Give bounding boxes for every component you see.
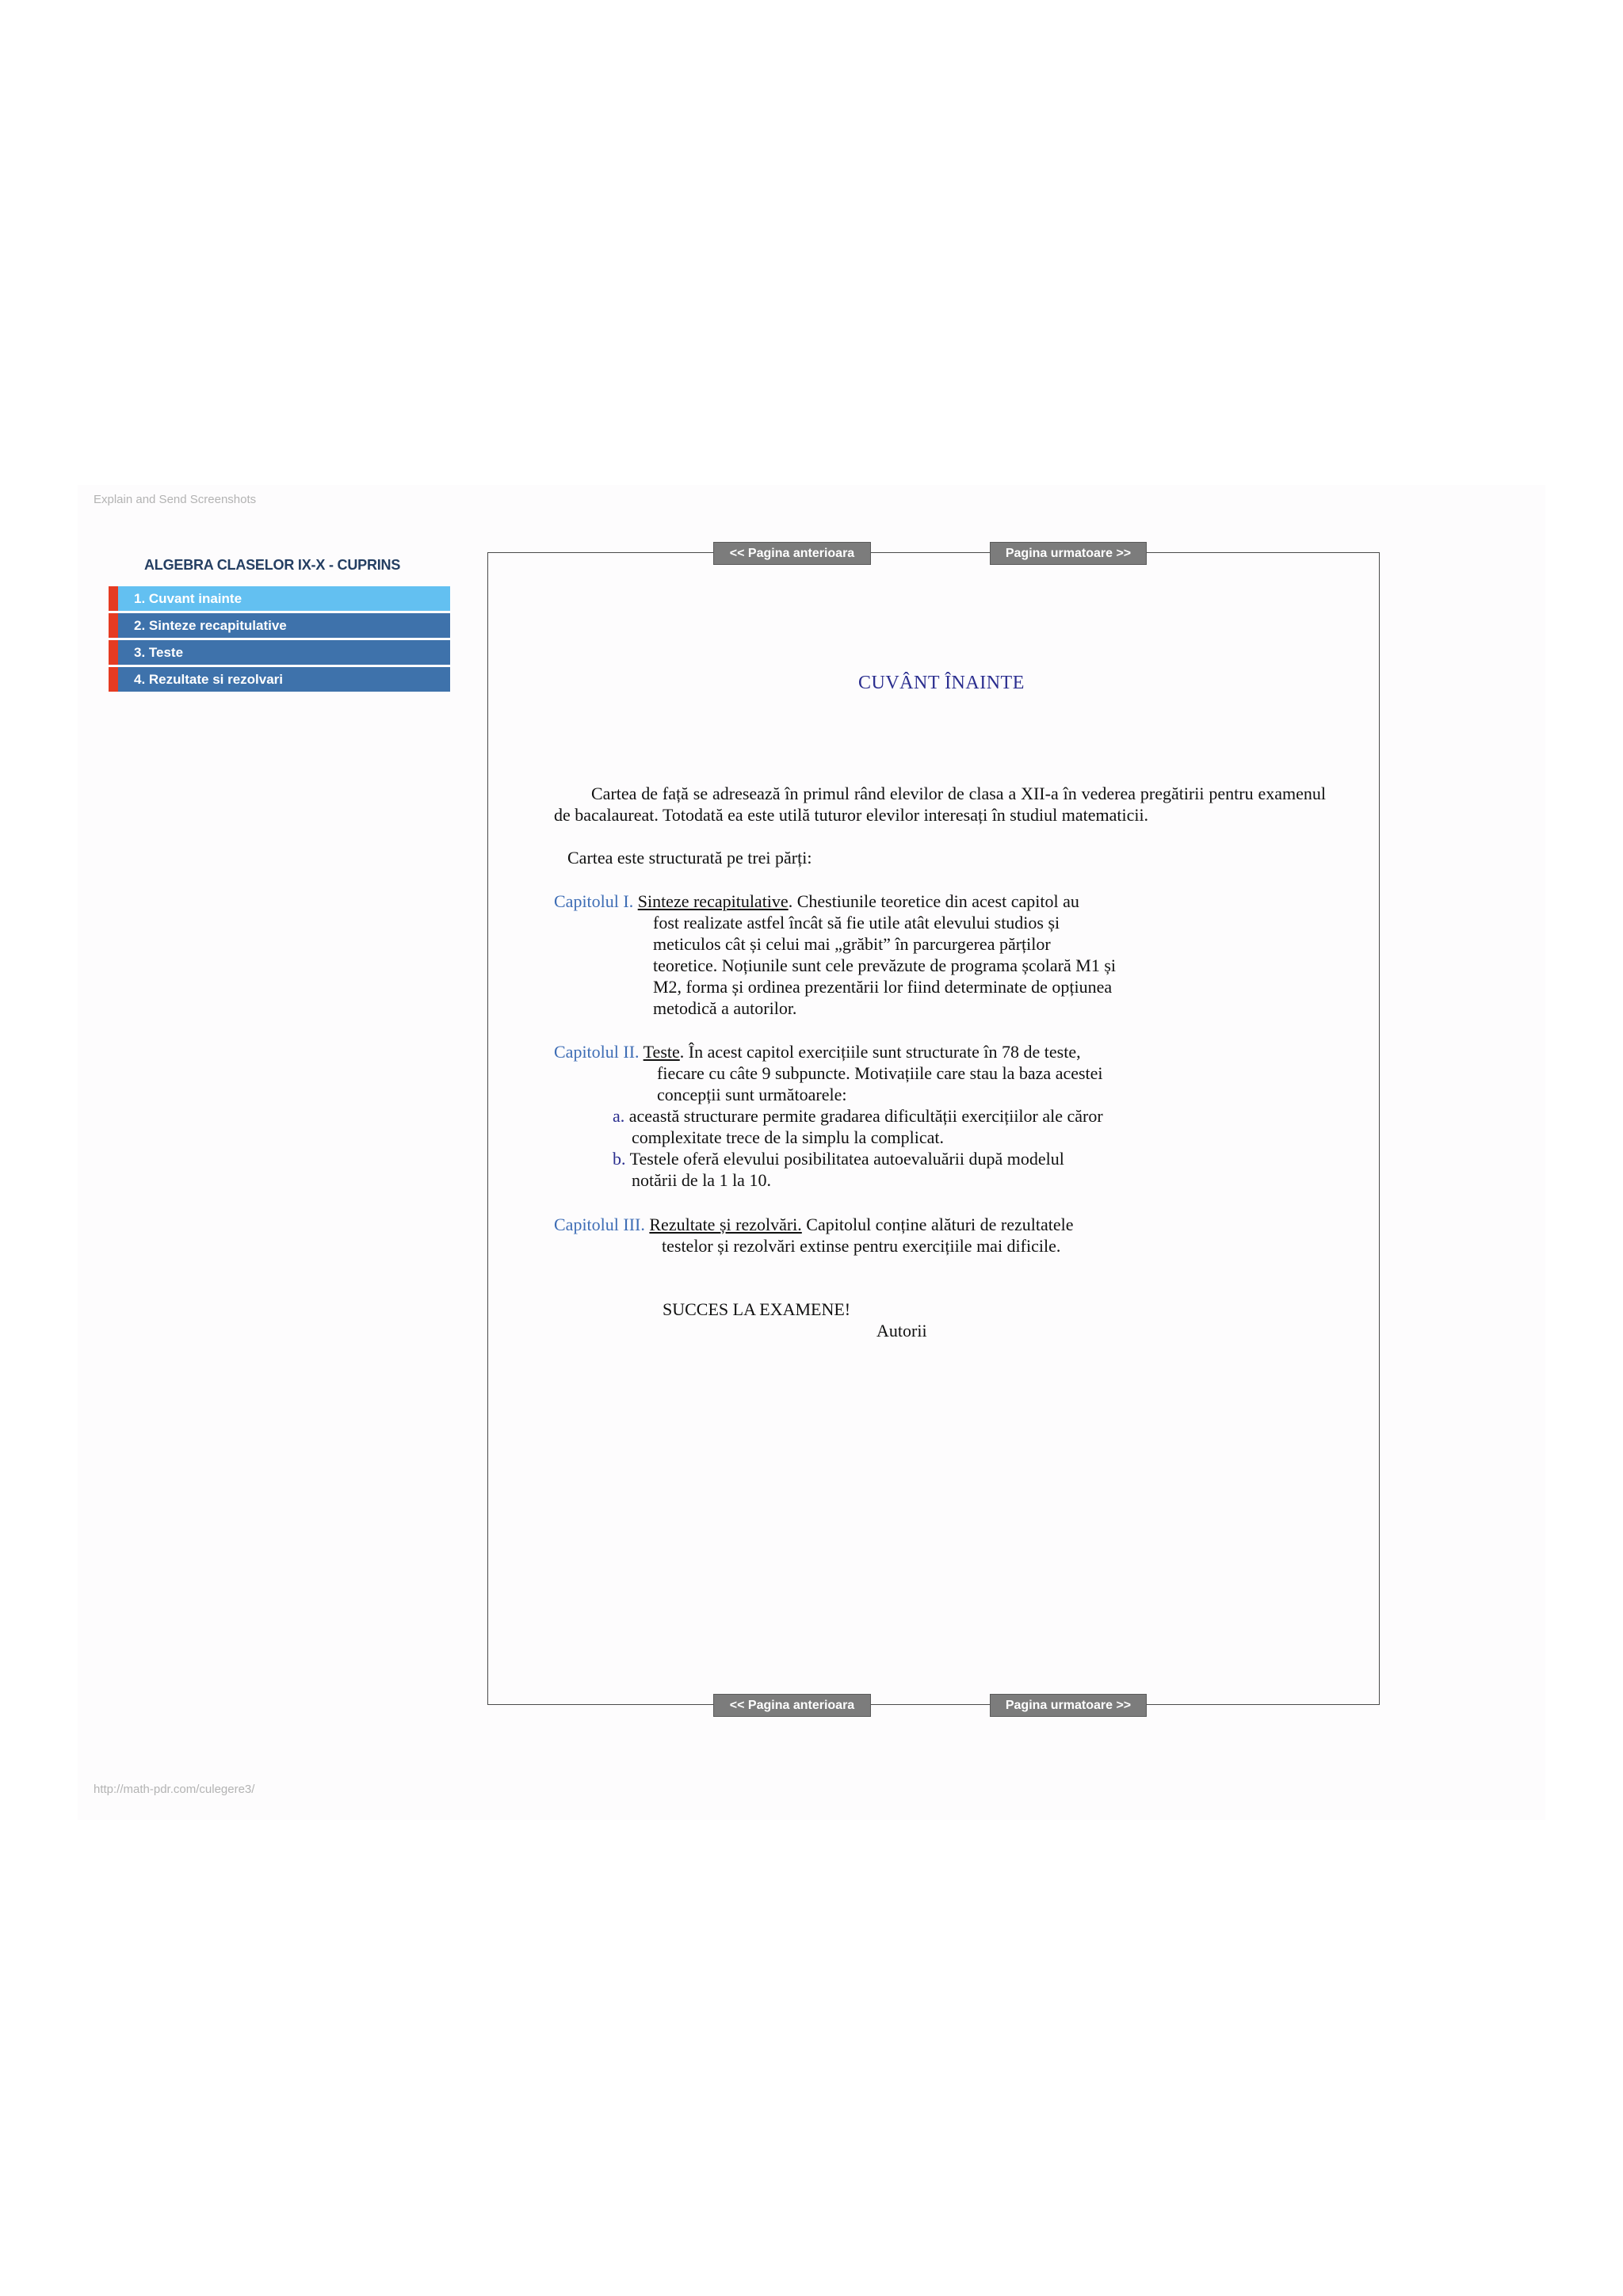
chapter-1-line: Capitolul I. Sinteze recapitulative. Chestiunile teoretice din acest capitol au [554, 891, 1079, 911]
point-a-text: această structurare permite gradarea dificultății exercițiilor ale căror [628, 1106, 1103, 1126]
sidebar-item-label: 2. Sinteze recapitulative [134, 617, 287, 633]
sidebar-item-teste[interactable] [109, 640, 450, 665]
chapter-2-text: . În acest capitol exercițiile sunt structurate în 78 de teste, [679, 1042, 1081, 1062]
next-page-button-bottom[interactable]: Pagina urmatoare >> [990, 1694, 1147, 1717]
chapter-2-line: Capitolul II. Teste. În acest capitol exercițiile sunt structurate în 78 de teste, [554, 1042, 1081, 1062]
point-a-line [613, 1106, 1103, 1127]
point-b-text: Testele oferă elevului posibilitatea autoevaluării după modelul [629, 1149, 1064, 1169]
sidebar-item-label: 4. Rezultate si rezolvari [134, 671, 284, 687]
sidebar-menu [109, 586, 450, 694]
chapter-1-text: metodică a autorilor. [653, 998, 797, 1018]
sidebar-item-sinteze-recapitulative[interactable] [109, 613, 450, 638]
chapter-1-text: . Chestiunile teoretice din acest capitol au [788, 891, 1079, 911]
structure-line: Cartea este structurată pe trei părți: [567, 848, 812, 868]
point-b-line [613, 1149, 1064, 1169]
point-b-marker: b. [613, 1149, 626, 1169]
intro-paragraph: Cartea de față se adresează în primul rând elevilor de clasa a XII-a în vederea pregătirii pentru examenul de bacalaureat. Totodată ea este utilă tuturor elevilor interesați în studiul matematicii. [554, 784, 1326, 825]
point-b-text: notării de la 1 la 10. [632, 1170, 771, 1190]
header-caption: Explain and Send Screenshots [94, 493, 257, 506]
next-page-button-top[interactable]: Pagina urmatoare >> [990, 542, 1147, 565]
prev-page-button-top[interactable]: << Pagina anterioara [713, 542, 871, 565]
prev-page-button-bottom[interactable]: << Pagina anterioara [713, 1694, 871, 1717]
chapter-1-label: Capitolul I [554, 891, 629, 911]
sidebar-item-label: 1. Cuvant inainte [134, 590, 242, 606]
chapter-2-text: concepții sunt următoarele: [657, 1085, 847, 1104]
chapter-1-title: Sinteze recapitulative [637, 891, 789, 911]
chapter-3-line: Capitolul III. Rezultate și rezolvări. Capitolul conține alături de rezultatele [554, 1215, 1074, 1234]
chapter-1-text: meticulos cât și celui mai „grăbit” în parcurgerea părților [653, 934, 1051, 954]
chapter-1-text: fost realizate astfel încât să fie utile atât elevului studios și [653, 913, 1060, 933]
chapter-3-title: Rezultate și rezolvări. [649, 1215, 802, 1234]
sidebar-item-rezultate-si-rezolvari[interactable] [109, 667, 450, 692]
sidebar-item-cuvant-inainte[interactable] [109, 586, 450, 611]
chapter-3-text: Capitolul conține alături de rezultatele [801, 1215, 1074, 1234]
point-a-marker: a. [613, 1106, 625, 1126]
footer-url: http://math-pdr.com/culegere3/ [94, 1783, 255, 1796]
sidebar-title: ALGEBRA CLASELOR IX-X - CUPRINS [144, 557, 401, 573]
chapter-3-text: testelor și rezolvări extinse pentru exercițiile mai dificile. [662, 1236, 1061, 1256]
sidebar-item-label: 3. Teste [134, 644, 184, 660]
point-a-text: complexitate trece de la simplu la complicat. [632, 1127, 945, 1147]
page-title: CUVÂNT ÎNAINTE [858, 673, 1025, 693]
chapter-3-label: Capitolul III [554, 1215, 641, 1234]
chapter-1-text: teoretice. Noțiunile sunt cele prevăzute de programa școlară M1 și [653, 955, 1116, 975]
chapter-2-label: Capitolul II [554, 1042, 636, 1062]
chapter-2-title: Teste [643, 1042, 680, 1062]
chapter-2-text: fiecare cu câte 9 subpuncte. Motivațiile care stau la baza acestei [657, 1063, 1103, 1083]
signature: Autorii [876, 1321, 927, 1341]
closing-line: SUCCES LA EXAMENE! [663, 1299, 851, 1319]
chapter-1-text: M2, forma și ordinea prezentării lor fiind determinate de opțiunea [653, 977, 1113, 997]
